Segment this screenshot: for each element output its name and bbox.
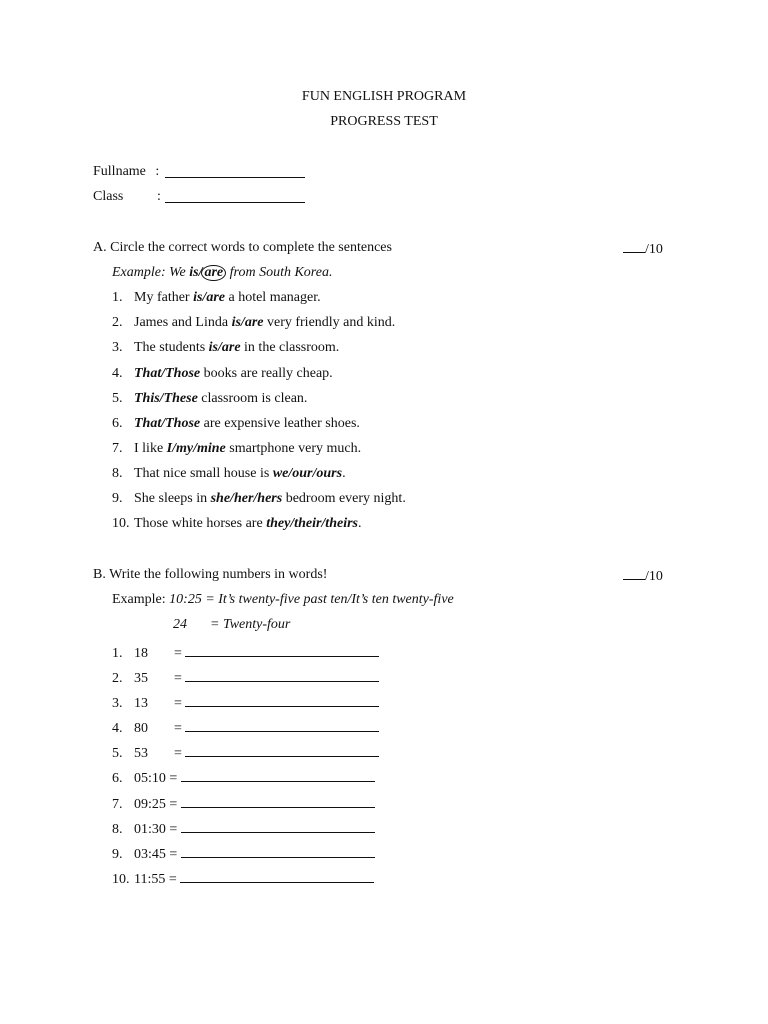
example-option-1: is/ xyxy=(189,265,203,280)
example-number: 24 xyxy=(173,617,187,632)
answer-choice[interactable]: is/are xyxy=(208,340,241,355)
answer-field[interactable] xyxy=(185,742,379,757)
fullname-label: Fullname xyxy=(93,164,146,179)
answer-field[interactable] xyxy=(185,642,379,657)
class-label: Class xyxy=(93,189,124,204)
answer-choice[interactable]: is/are xyxy=(193,290,225,305)
section-b-score-total: /10 xyxy=(645,569,663,584)
fullname-colon: : xyxy=(155,164,160,179)
section-a-score-total: /10 xyxy=(645,242,663,257)
list-item: 10. 11:55 = xyxy=(112,868,374,888)
answer-field[interactable] xyxy=(181,843,375,858)
list-item: 2. 35 = xyxy=(112,667,379,687)
answer-choice[interactable]: we/our/ours xyxy=(272,466,343,481)
example-circled-answer: are xyxy=(201,265,226,281)
class-row xyxy=(93,188,123,205)
example-time: 10:25 = It’s twenty-five past ten/It’s ten twenty-five xyxy=(169,592,454,607)
list-item: 9. 03:45 = xyxy=(112,843,375,863)
answer-choice[interactable]: I/my/mine xyxy=(166,441,226,456)
answer-choice[interactable]: she/her/hers xyxy=(210,491,283,506)
answer-choice[interactable]: That/Those xyxy=(134,366,201,381)
section-b-score[interactable] xyxy=(623,566,663,585)
program-title: FUN ENGLISH PROGRAM xyxy=(301,89,467,104)
list-item: 1. My father is/are a hotel manager. xyxy=(112,290,321,305)
answer-field[interactable] xyxy=(181,818,375,833)
answer-choice[interactable]: That/Those xyxy=(134,416,201,431)
list-item: 4. That/Those books are really cheap. xyxy=(112,366,333,381)
list-item: 1. 18 = xyxy=(112,642,379,662)
example-number-words: = Twenty-four xyxy=(210,617,291,632)
list-item: 8. That nice small house is we/our/ours. xyxy=(112,466,346,481)
answer-field[interactable] xyxy=(185,717,379,732)
list-item: 3. The students is/are in the classroom. xyxy=(112,340,340,355)
list-item: 10. Those white horses are they/their/theirs. xyxy=(112,516,362,531)
list-item: 7. 09:25 = xyxy=(112,793,375,813)
class-colon: : xyxy=(157,189,161,204)
list-item: 9. She sleeps in she/her/hers bedroom every night. xyxy=(112,491,406,506)
section-a-score[interactable] xyxy=(623,239,663,258)
list-item: 5. This/These classroom is clean. xyxy=(112,391,308,406)
answer-field[interactable] xyxy=(180,868,374,883)
list-item: 8. 01:30 = xyxy=(112,818,375,838)
list-item: 5. 53 = xyxy=(112,742,379,762)
example-suffix: from South Korea. xyxy=(226,265,333,280)
list-item: 6. That/Those are expensive leather shoes. xyxy=(112,416,360,431)
example-label: Example: xyxy=(112,592,170,607)
section-b-example xyxy=(112,591,454,608)
fullname-field[interactable] xyxy=(165,163,305,183)
list-item: 7. I like I/my/mine smartphone very much. xyxy=(112,441,362,456)
answer-choice[interactable]: This/These xyxy=(134,391,198,406)
answer-field[interactable] xyxy=(185,667,379,682)
answer-field[interactable] xyxy=(181,793,375,808)
class-field[interactable] xyxy=(165,188,305,208)
answer-choice[interactable]: they/their/theirs xyxy=(266,516,358,531)
answer-field[interactable] xyxy=(185,692,379,707)
section-a-heading: A. Circle the correct words to complete the sentences xyxy=(93,240,392,255)
list-item: 3. 13 = xyxy=(112,692,379,712)
fullname-row xyxy=(93,163,159,180)
test-title: PROGRESS TEST xyxy=(330,114,438,129)
list-item: 4. 80 = xyxy=(112,717,379,737)
section-b-heading: B. Write the following numbers in words! xyxy=(93,567,328,582)
list-item: 2. James and Linda is/are very friendly and kind. xyxy=(112,315,396,330)
section-a-example xyxy=(112,264,332,281)
example-prefix: Example: We xyxy=(112,265,190,280)
answer-choice[interactable]: is/are xyxy=(231,315,264,330)
answer-field[interactable] xyxy=(181,767,375,782)
list-item: 6. 05:10 = xyxy=(112,767,375,787)
